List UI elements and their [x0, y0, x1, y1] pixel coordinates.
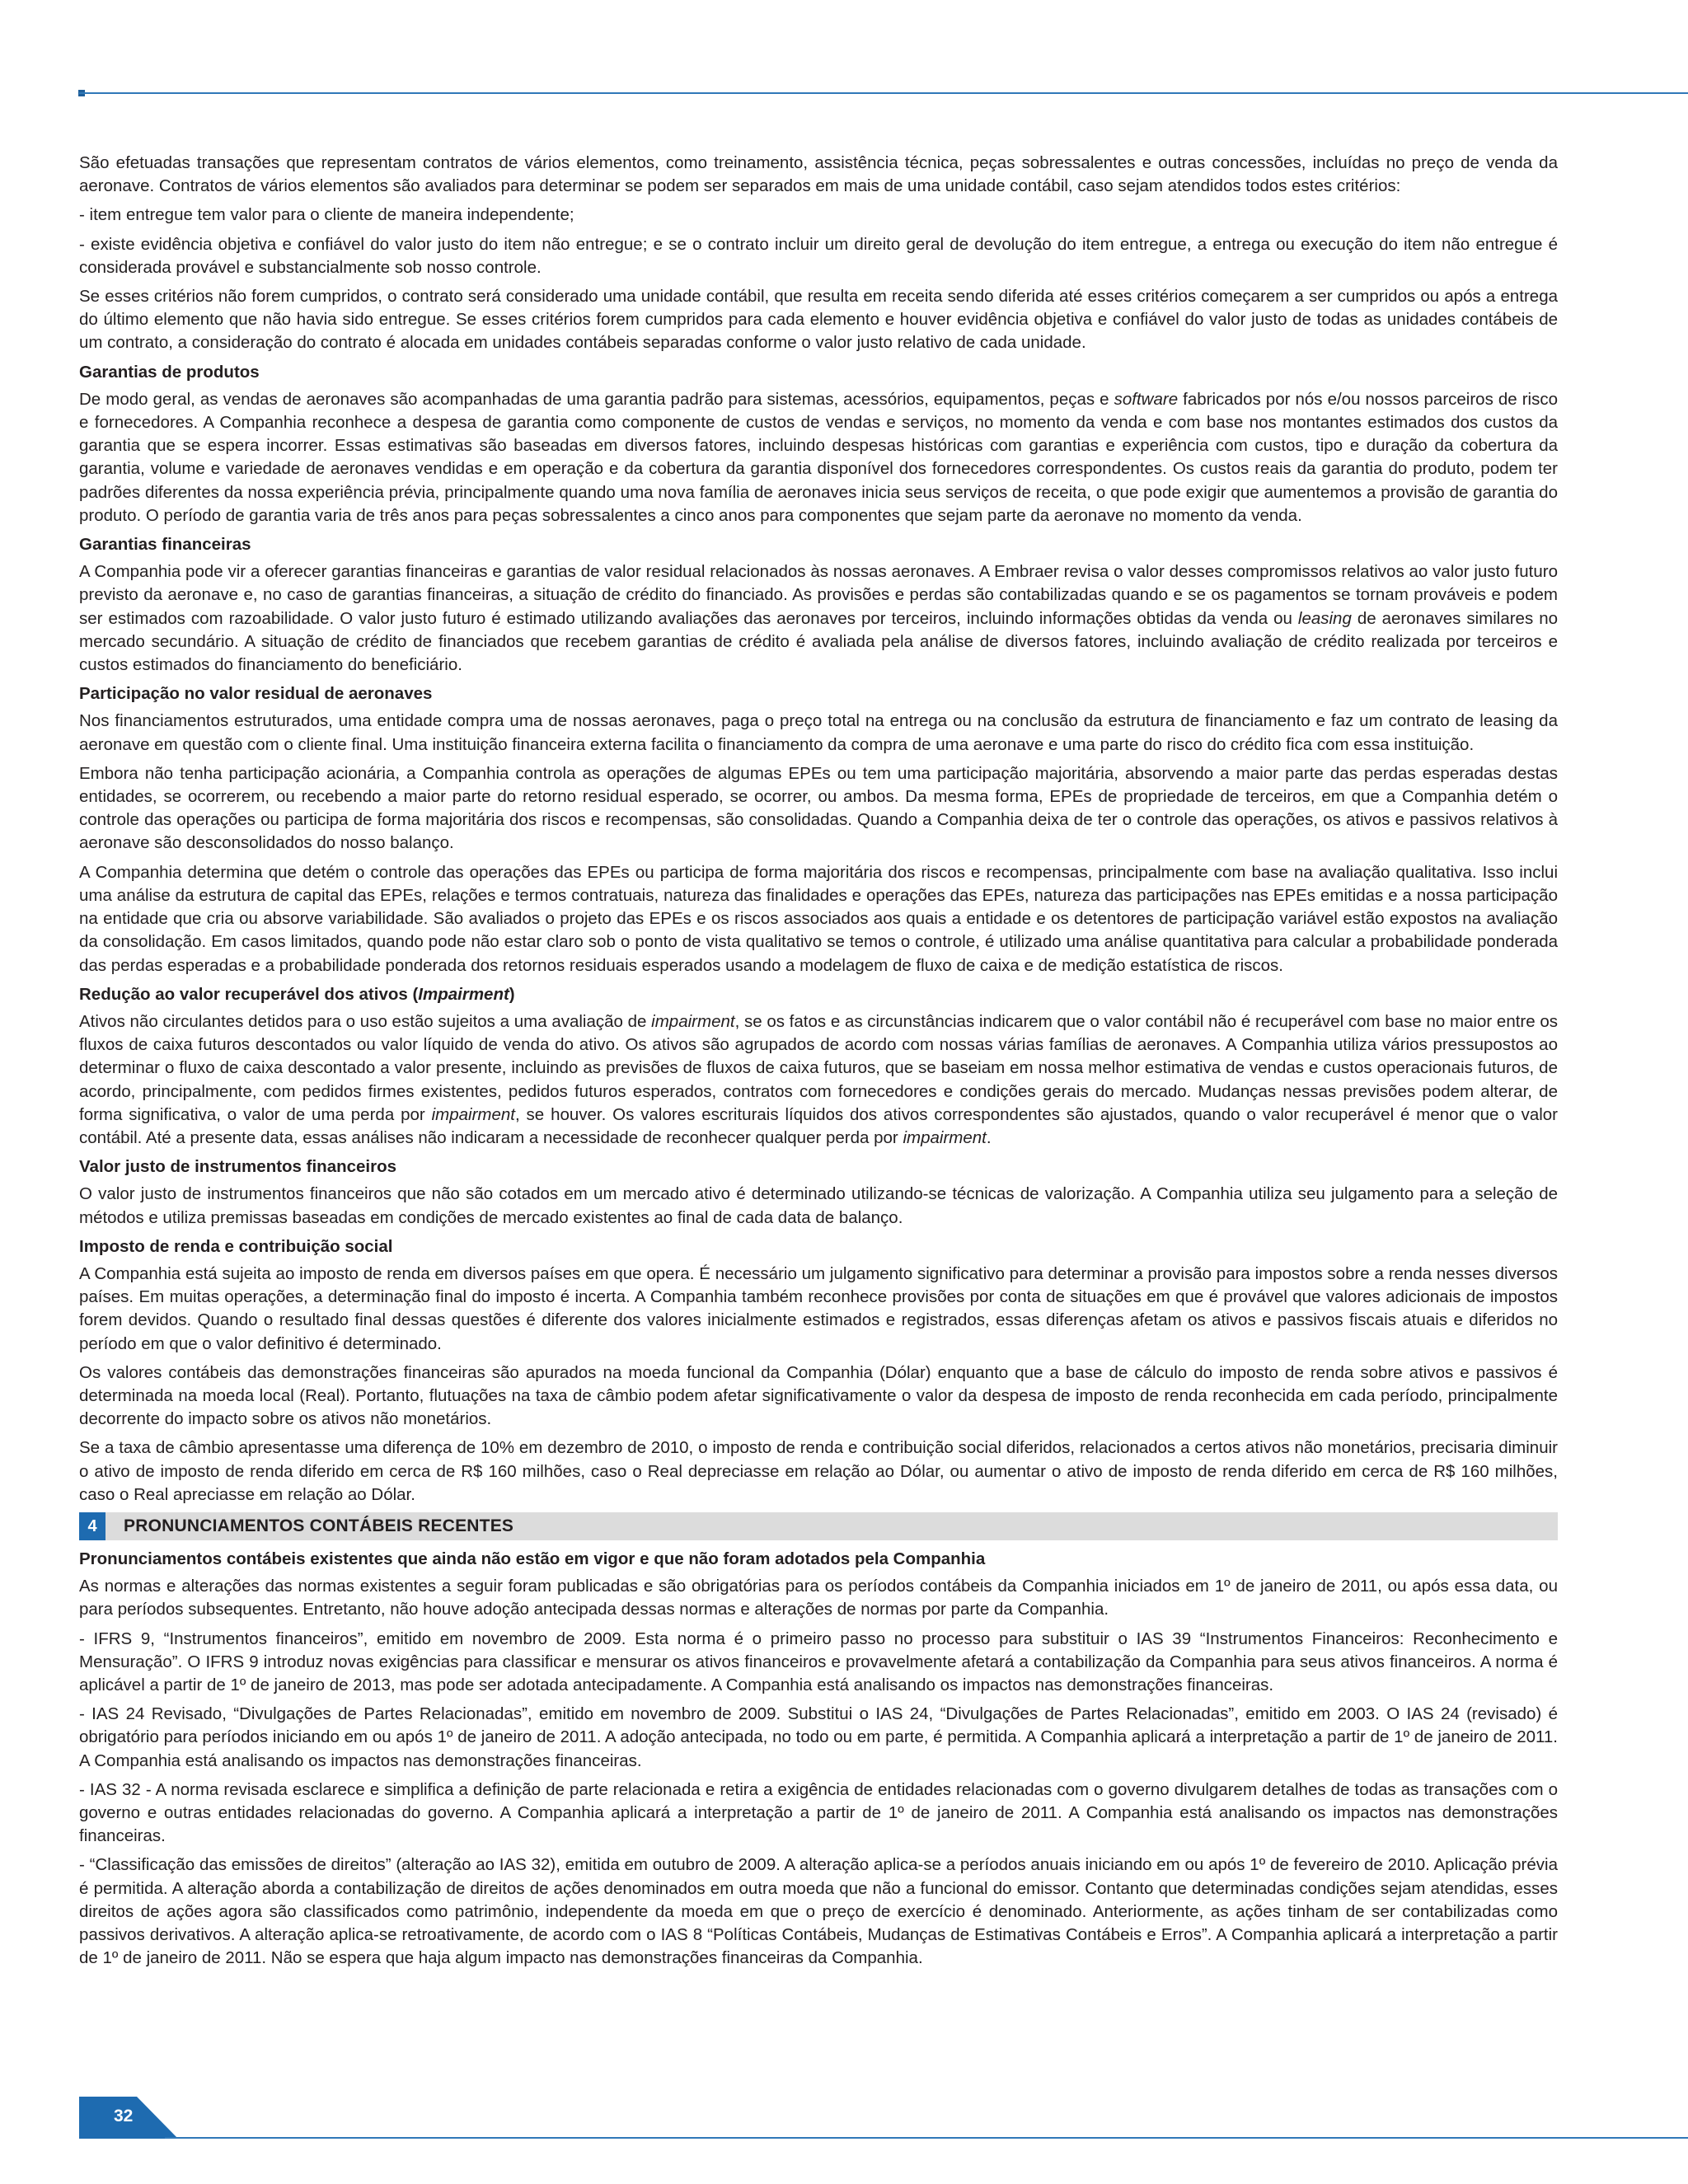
text-run: Redução ao valor recuperável dos ativos ( [79, 984, 419, 1004]
paragraph [79, 560, 1558, 677]
text-run: de aeronaves similares no mercado secundário. A situação de crédito de financiados que recebem garantias de crédito é avaliada pela análise de diversos fatores, incluindo avaliação de crédito realizada por terceiros e custos estimados do financiamento do beneficiário. [79, 608, 1558, 675]
text-run: fabricados por nós e/ou nossos parceiros de risco e fornecedores. A Companhia reconhece a despesa de garantia como componente de custos de vendas e serviços, no momento da venda e com base nos montantes estimados dos custos da garantia que se espera incorrer. Essas estimativas são baseadas em diversos fatores, incluindo despesas históricas com garantias e experiência com custos, tipo e duração da cobertura da garantia, volume e variedade de aeronaves vendidas e em operação e da cobertura da garantia disponível dos fornecedores correspondentes. Os custos reais da garantia do produto, podem ter padrões diferentes da nossa experiência prévia, principalmente quando uma nova família de aeronaves inicia seus serviços de receita, o que pode exigir que aumentemos a provisão de garantia do produto. O período de garantia varia de três anos para peças sobressalentes a cinco anos para componentes que sejam parte da aeronave no momento da venda. [79, 389, 1559, 525]
paragraph: A Companhia está sujeita ao imposto de renda em diversos países em que opera. É necessário um julgamento significativo para determinar a provisão para impostos sobre a renda nesses diversos países. Em muitas operações, a determinação final do imposto é incerta. A Companhia também reconhece provisões por conta de situações em que é provável que valores adicionais de impostos forem devidos. Quando o resultado final dessas questões é diferente dos valores inicialmente estimados e registrados, essas diferenças afetam os ativos e passivos fiscais atuais e diferidos no período em que o valor definitivo é determinado. [79, 1263, 1558, 1353]
list-item: - IFRS 9, “Instrumentos financeiros”, emitido em novembro de 2009. Esta norma é o primeiro passo no processo para substituir o IAS 39 “Instrumentos Financeiros: Reconhecimento e Mensuração”. O IFRS 9 introduz novas exigências para classificar e mensurar os ativos financeiros e provavelmente afetará a contabilização da Companhia para seus ativos financeiros. A norma é aplicável a partir de 1º de janeiro de 2013, mas pode ser adotada antecipadamente. A Companhia está analisando os impactos nas demonstrações financeiras. [79, 1629, 1558, 1694]
header-rule [79, 92, 1688, 94]
heading-garantias-financeiras: Garantias financeiras [79, 535, 251, 555]
heading-reducao [79, 983, 1558, 1006]
paragraph [79, 1010, 1558, 1150]
heading-garantias-produtos: Garantias de produtos [79, 362, 260, 382]
text-run: , se os fatos e as circunstâncias indicarem que o valor contábil não é recuperável com base no maior entre os fluxos de caixa futuros descontados ou valor líquido de venda do ativo. Os ativos são agrupados de acordo com nossas várias famílias de aeronaves. A Companhia utiliza vários pressupostos ao determinar o fluxo de caixa descontado a valor presente, incluindo as previsões de fluxos de caixa futuros, que se baseiam em nossa melhor estimativa de vendas e custos operacionais futuros, de acordo, principalmente, com pedidos firmes existentes, pedidos futuros esperados, contratos com fornecedores e condições gerais do mercado. Mudanças nessas previsões podem alterar, de forma significativa, o valor de uma perda por [79, 1011, 1559, 1124]
italic-term: software [1114, 389, 1179, 409]
list-item: - IAS 32 - A norma revisada esclarece e simplifica a definição de parte relacionada e retira a exigência de entidades relacionadas com o governo divulgarem detalhes de todas as transações com o governo e outras entidades relacionadas do governo. A Companhia aplicará a interpretação a partir de 1º de janeiro de 2011. A Companhia está analisando os impactos nas demonstrações financeiras. [79, 1779, 1558, 1846]
text-run: , se houver. Os valores escriturais líquidos dos ativos correspondentes são ajustados, quando o valor recuperável é menor que o valor contábil. Até a presente data, essas análises não indicaram a necessidade de reconhecer qualquer perda por [79, 1104, 1559, 1147]
heading-valor-justo: Valor justo de instrumentos financeiros [79, 1157, 397, 1177]
paragraph: Os valores contábeis das demonstrações financeiras são apurados na moeda funcional da Companhia (Dólar) enquanto que a base de cálculo do imposto de renda sobre ativos e passivos é determinada na moeda local (Real). Portanto, flutuações na taxa de câmbio podem afetar significativamente o valor da despesa de imposto de renda reconhecida em cada período, principalmente decorrente do impacto sobre os ativos não monetários. [79, 1362, 1558, 1429]
text-run: A Companhia pode vir a oferecer garantias financeiras e garantias de valor residual relacionados às nossas aeronaves. A Embraer revisa o valor desses compromissos relativos ao valor justo futuro previsto da aeronave e, no caso de garantias financeiras, a situação de crédito do financiado. As provisões e perdas são contabilizadas quando e se os pagamentos se tornam prováveis e podem ser estimados com razoabilidade. O valor justo futuro é estimado utilizando avaliações das aeronaves por terceiros, incluindo informações obtidas da venda ou [79, 562, 1558, 628]
italic-term: leasing [1297, 608, 1352, 628]
text-run: De modo geral, as vendas de aeronaves são acompanhadas de uma garantia padrão para sistemas, acessórios, equipamentos, peças e [79, 389, 1114, 409]
text-run: ) [509, 984, 515, 1004]
text-run: . [986, 1127, 992, 1147]
paragraph: Nos financiamentos estruturados, uma entidade compra uma de nossas aeronaves, paga o preço total na entrega ou na conclusão da estrutura de financiamento e faz um contrato de leasing da aeronave em questão com o cliente final. Uma instituição financeira externa facilita o financiamento da compra de uma aeronave e uma parte do risco do crédito fica com essa instituição. [79, 711, 1558, 754]
list-item: - IAS 24 Revisado, “Divulgações de Partes Relacionadas”, emitido em novembro de 2009. Substitui o IAS 24, “Divulgações de Partes Relacionadas”, emitido em 2003. O IAS 24 (revisado) é obrigatório para períodos iniciando em ou após 1º de janeiro de 2011. A adoção antecipada, no todo ou em parte, é permitida. A Companhia aplicará a interpretação a partir de 1º de janeiro de 2011. A Companhia está analisando os impactos nas demonstrações financeiras. [79, 1704, 1558, 1770]
heading-participacao: Participação no valor residual de aeronaves [79, 684, 433, 704]
list-item: - existe evidência objetiva e confiável do valor justo do item não entregue; e se o contrato incluir um direito geral de devolução do item entregue, a entrega ou execução do item não entregue é considerada provável e substancialmente sob nosso controle. [79, 234, 1558, 277]
paragraph: Se esses critérios não forem cumpridos, o contrato será considerado uma unidade contábil, que resulta em receita sendo diferida até esses critérios começarem a ser cumpridos ou após a entrega do último elemento que não havia sido entregue. Se esses critérios forem cumpridos para cada elemento e houver evidência objetiva e confiável do valor justo de todas as unidades contábeis de um contrato, a consideração do contrato é alocada em unidades contábeis separadas conforme o valor justo relativo de cada unidade. [79, 287, 1558, 353]
italic-term: impairment [651, 1011, 735, 1031]
page-number: 32 [114, 2107, 134, 2125]
heading-imposto: Imposto de renda e contribuição social [79, 1236, 393, 1256]
paragraph: O valor justo de instrumentos financeiros que não são cotados em um mercado ativo é determinado utilizando-se técnicas de valorização. A Companhia utiliza seu julgamento para a seleção de métodos e utiliza premissas baseadas em condições de mercado existentes ao final de cada data de balanço. [79, 1184, 1558, 1227]
italic-term: Impairment [418, 984, 509, 1004]
paragraph: As normas e alterações das normas existentes a seguir foram publicadas e são obrigatórias para os períodos contábeis da Companhia iniciados em 1º de janeiro de 2011, ou após essa data, ou para períodos subsequentes. Entretanto, não houve adoção antecipada dessas normas e alterações de normas por parte da Companhia. [79, 1577, 1558, 1619]
section-subheading: Pronunciamentos contábeis existentes que ainda não estão em vigor e que não foram adotados pela Companhia [79, 1549, 986, 1568]
section-number: 4 [79, 1512, 106, 1540]
paragraph [79, 388, 1558, 527]
paragraph: Se a taxa de câmbio apresentasse uma diferença de 10% em dezembro de 2010, o imposto de renda e contribuição social diferidos, relacionados a certos ativos não monetários, precisaria diminuir o ativo de imposto de renda diferido em cerca de R$ 160 milhões, caso o Real depreciasse em relação ao Dólar, ou aumentar o ativo de imposto de renda diferido em cerca de R$ 160 milhões, caso o Real apreciasse em relação ao Dólar. [79, 1438, 1558, 1504]
paragraph: São efetuadas transações que representam contratos de vários elementos, como treinamento, assistência técnica, peças sobressalentes e outras concessões, incluídas no preço de venda da aeronave. Contratos de vários elementos são avaliados para determinar se podem ser separados em mais de uma unidade contábil, caso sejam atendidos todos estes critérios: [79, 153, 1558, 196]
text-run: Ativos não circulantes detidos para o uso estão sujeitos a uma avaliação de [79, 1011, 652, 1031]
footer-rule [165, 2137, 1688, 2139]
list-item: - “Classificação das emissões de direitos” (alteração ao IAS 32), emitida em outubro de 2009. A alteração aplica-se a períodos anuais iniciando em ou após 1º de fevereiro de 2010. Aplicação prévia é permitida. A alteração aborda a contabilização de direitos de ações denominados em outra moeda que não a funcional do emissor. Contanto que determinadas condições sejam atendidas, esses direitos de ações agora são classificados como patrimônio, independente da moeda em que o preço de exercício é denominado. Anteriormente, as ações tinham de ser contabilizadas como passivos derivativos. A alteração aplica-se retroativamente, de acordo com o IAS 8 “Políticas Contábeis, Mudanças de Estimativas Contábeis e Erros”. A Companhia aplicará a interpretação a partir de 1º de janeiro de 2011. Não se espera que haja algum impacto nas demonstrações financeiras da Companhia. [79, 1855, 1558, 1968]
italic-term: impairment [903, 1127, 987, 1147]
section-title: PRONUNCIAMENTOS CONTÁBEIS RECENTES [124, 1516, 514, 1535]
paragraph: A Companhia determina que detém o controle das operações das EPEs ou participa de forma majoritária dos riscos e recompensas, principalmente com base na avaliação qualitativa. Isso inclui uma análise da estrutura de capital das EPEs, relações e termos contratuais, natureza das finalidades e operações das EPEs, natureza das participações nas EPEs emitidas e a nossa participação na entidade que cria ou absorve variabilidade. São avaliados o projeto das EPEs e os riscos associados aos quais a entidade e os detentores de participação variável estão expostos na avaliação da consolidação. Em casos limitados, quando pode não estar claro sob o ponto de vista qualitativo se temos o controle, é utilizado uma análise quantitativa para calcular a probabilidade ponderada das perdas esperadas e a probabilidade ponderada dos retornos residuais esperados usando a modelagem de fluxo de caixa e de medição estatística de riscos. [79, 862, 1558, 975]
paragraph: Embora não tenha participação acionária, a Companhia controla as operações de algumas EPEs ou tem uma participação majoritária, absorvendo a maior parte das perdas esperadas destas entidades, se ocorrerem, ou recebendo a maior parte do retorno residual esperado, se ocorrer, ou ambos. Da mesma forma, EPEs de propriedade de terceiros, em que a Companhia detém o controle das operações ou participa de forma majoritária dos riscos e recompensas, são consolidadas. Quando a Companhia deixa de ter o controle das operações, os ativos e passivos relativos à aeronave são desconsolidados do nosso balanço. [79, 763, 1558, 853]
italic-term: impairment [431, 1104, 515, 1124]
section-header [79, 1512, 1558, 1540]
list-item: - item entregue tem valor para o cliente de maneira independente; [79, 205, 574, 225]
document-body [79, 152, 1558, 1975]
